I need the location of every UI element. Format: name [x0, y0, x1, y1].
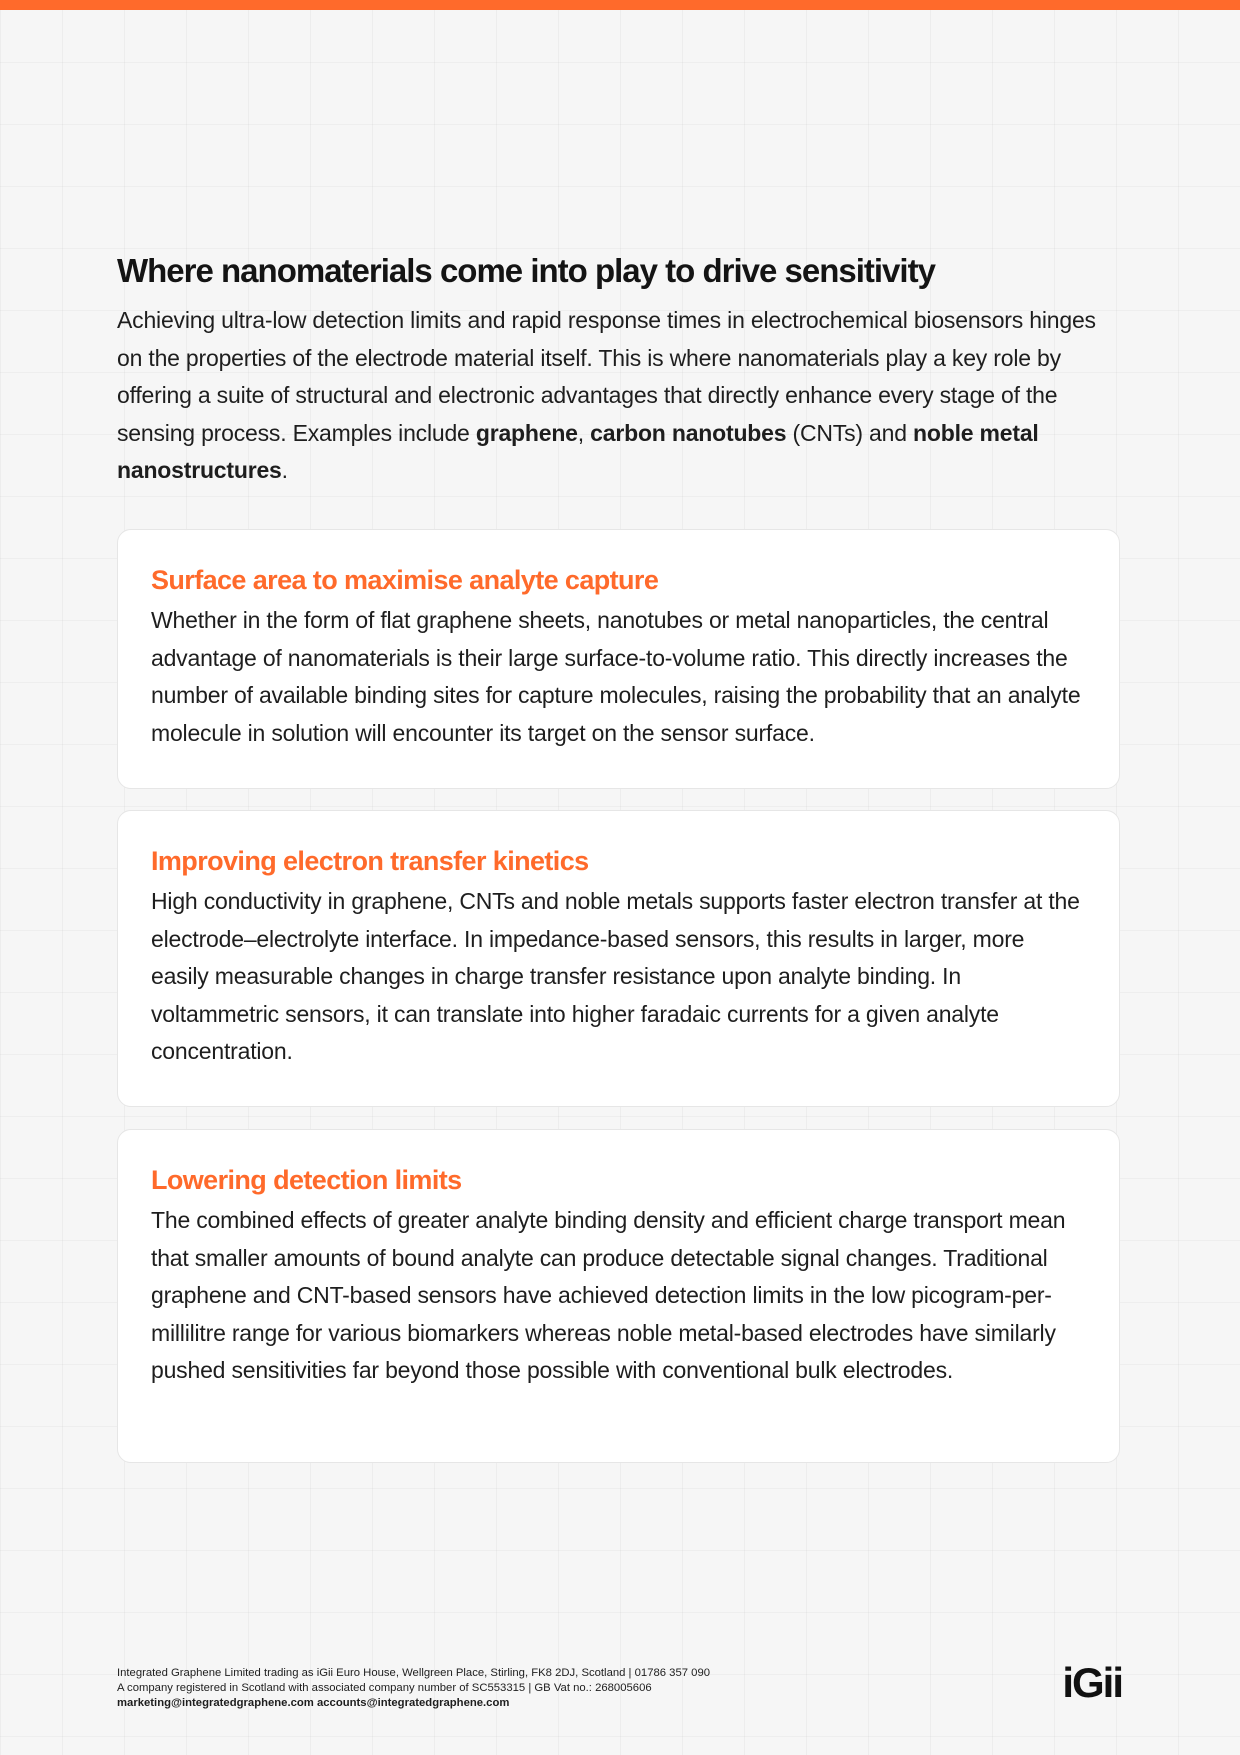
top-accent-bar	[0, 0, 1240, 10]
card-title: Surface area to maximise analyte capture	[151, 565, 659, 595]
intro-bold-graphene: graphene	[475, 419, 578, 446]
company-logo: iGii	[1062, 1659, 1122, 1706]
main-content	[117, 248, 1122, 490]
section-title: Where nanomaterials come into play to drive sensitivity	[117, 252, 935, 289]
footer	[117, 1666, 710, 1711]
footer-registration: A company registered in Scotland with associated company number of SC553315 | GB Vat no.: 268005606	[117, 1682, 652, 1694]
card-title: Improving electron transfer kinetics	[151, 846, 589, 876]
card-body: High conductivity in graphene, CNTs and noble metals supports faster electron transfer at the electrode–electrolyte interface. In impedance-based sensors, this results in larger, more easily measurable changes in charge transfer resistance upon analyte binding. In voltammetric sensors, it can translate into higher faradaic currents for a given analyte concentration.	[151, 888, 1080, 1065]
intro-bold-carbon-nanotubes: carbon nanotubes	[590, 419, 787, 446]
card-surface-area	[117, 529, 1120, 789]
card-detection-limits	[117, 1129, 1120, 1463]
card-body: The combined effects of greater analyte binding density and efficient charge transport mean that smaller amounts of bound analyte can produce detectable signal changes. Traditional graphene and CNT-based sensors have achieved detection limits in the low picogram-per-millilitre range for various biomarkers whereas noble metal-based electrodes have similarly pushed sensitivities far beyond those possible with conventional bulk electrodes.	[151, 1207, 1066, 1384]
intro-paragraph	[117, 302, 1122, 490]
intro-text: .	[281, 457, 288, 484]
intro-bold-noble-metal: noble metal nanostructures	[117, 419, 1039, 484]
footer-emails: marketing@integratedgraphene.com accounts@integratedgraphene.com	[117, 1697, 510, 1709]
intro-text: Achieving ultra-low detection limits and rapid response times in electrochemical biosensors hinges on the properties of the electrode material itself. This is where nanomaterials play a key role by offering a suite of structural and electronic advantages that directly enhance every stage of the sensing process. Examples include	[117, 307, 1096, 446]
card-electron-transfer	[117, 810, 1120, 1107]
footer-address: Integrated Graphene Limited trading as iGii Euro House, Wellgreen Place, Stirling, FK8 2DJ, Scotland | 01786 357 090	[117, 1667, 711, 1679]
intro-text: (CNTs) and	[786, 419, 914, 446]
card-body: Whether in the form of flat graphene sheets, nanotubes or metal nanoparticles, the central advantage of nanomaterials is their large surface-to-volume ratio. This directly increases the number of available binding sites for capture molecules, raising the probability that an analyte molecule in solution will encounter its target on the sensor surface.	[151, 607, 1081, 746]
intro-text: ,	[577, 419, 591, 446]
card-title: Lowering detection limits	[151, 1165, 462, 1195]
